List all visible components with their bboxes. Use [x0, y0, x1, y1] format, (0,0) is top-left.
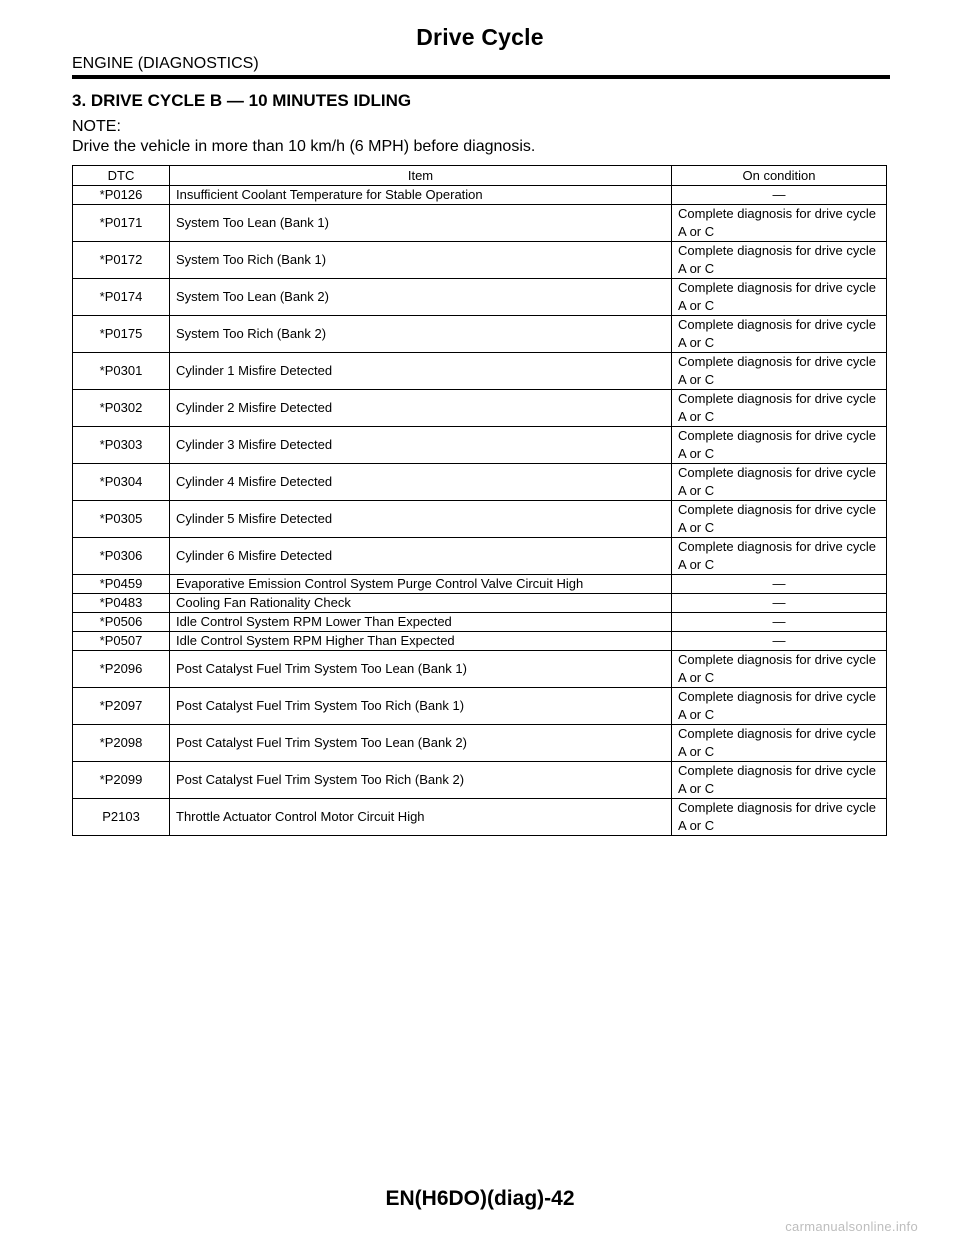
dtc-condition: Complete diagnosis for drive cycle A or C: [672, 279, 887, 316]
table-row: [73, 427, 887, 464]
dtc-item: Cooling Fan Rationality Check: [170, 594, 672, 613]
dtc-item: Idle Control System RPM Lower Than Expected: [170, 613, 672, 632]
table-row: [73, 613, 887, 632]
dtc-table: [72, 165, 887, 836]
table-row: [73, 501, 887, 538]
dtc-condition: —: [672, 575, 887, 594]
dtc-condition: Complete diagnosis for drive cycle A or C: [672, 390, 887, 427]
table-row: [73, 464, 887, 501]
note-text: Drive the vehicle in more than 10 km/h (6 MPH) before diagnosis.: [72, 138, 536, 155]
table-row: [73, 632, 887, 651]
dtc-code: *P0507: [73, 632, 170, 651]
dtc-item: Post Catalyst Fuel Trim System Too Rich (Bank 2): [170, 762, 672, 799]
dtc-item: Post Catalyst Fuel Trim System Too Lean (Bank 1): [170, 651, 672, 688]
dtc-condition: —: [672, 186, 887, 205]
table-row: [73, 390, 887, 427]
table-row: [73, 651, 887, 688]
dtc-item: System Too Lean (Bank 2): [170, 279, 672, 316]
table-row: [73, 575, 887, 594]
dtc-condition: —: [672, 594, 887, 613]
table-row: [73, 799, 887, 836]
dtc-code: *P0171: [73, 205, 170, 242]
dtc-condition: Complete diagnosis for drive cycle A or C: [672, 501, 887, 538]
dtc-condition: Complete diagnosis for drive cycle A or C: [672, 651, 887, 688]
page-title: Drive Cycle: [416, 24, 544, 50]
dtc-condition: Complete diagnosis for drive cycle A or C: [672, 353, 887, 390]
dtc-code: *P2097: [73, 688, 170, 725]
dtc-condition: Complete diagnosis for drive cycle A or C: [672, 205, 887, 242]
dtc-item: Evaporative Emission Control System Purge Control Valve Circuit High: [170, 575, 672, 594]
dtc-code: *P0126: [73, 186, 170, 205]
table-row: [73, 353, 887, 390]
dtc-code: *P0304: [73, 464, 170, 501]
table-row: [73, 762, 887, 799]
dtc-code: *P2096: [73, 651, 170, 688]
dtc-code: *P0459: [73, 575, 170, 594]
dtc-condition: Complete diagnosis for drive cycle A or C: [672, 242, 887, 279]
dtc-condition: —: [672, 613, 887, 632]
section-header: ENGINE (DIAGNOSTICS): [72, 55, 259, 72]
dtc-condition: Complete diagnosis for drive cycle A or C: [672, 762, 887, 799]
dtc-code: *P0483: [73, 594, 170, 613]
dtc-code: *P2099: [73, 762, 170, 799]
dtc-item: Throttle Actuator Control Motor Circuit High: [170, 799, 672, 836]
dtc-code: *P0172: [73, 242, 170, 279]
dtc-code: *P0302: [73, 390, 170, 427]
header-dtc: DTC: [73, 166, 170, 186]
dtc-code: *P2098: [73, 725, 170, 762]
dtc-item: System Too Rich (Bank 1): [170, 242, 672, 279]
dtc-code: *P0305: [73, 501, 170, 538]
dtc-code: *P0174: [73, 279, 170, 316]
dtc-item: Cylinder 2 Misfire Detected: [170, 390, 672, 427]
dtc-item: System Too Lean (Bank 1): [170, 205, 672, 242]
page-number: EN(H6DO)(diag)-42: [385, 1187, 575, 1210]
dtc-code: *P0303: [73, 427, 170, 464]
header-condition: On condition: [672, 166, 887, 186]
dtc-item: Cylinder 6 Misfire Detected: [170, 538, 672, 575]
table-row: [73, 205, 887, 242]
table-header-row: [73, 166, 887, 186]
table-row: [73, 186, 887, 205]
dtc-item: Idle Control System RPM Higher Than Expected: [170, 632, 672, 651]
section-heading: 3. DRIVE CYCLE B — 10 MINUTES IDLING: [72, 91, 412, 110]
table-row: [73, 242, 887, 279]
header-rule: [72, 75, 890, 79]
table-row: [73, 279, 887, 316]
dtc-code: *P0301: [73, 353, 170, 390]
dtc-item: System Too Rich (Bank 2): [170, 316, 672, 353]
dtc-item: Insufficient Coolant Temperature for Stable Operation: [170, 186, 672, 205]
dtc-condition: Complete diagnosis for drive cycle A or C: [672, 316, 887, 353]
dtc-item: Post Catalyst Fuel Trim System Too Rich (Bank 1): [170, 688, 672, 725]
dtc-condition: Complete diagnosis for drive cycle A or C: [672, 725, 887, 762]
dtc-condition: Complete diagnosis for drive cycle A or C: [672, 464, 887, 501]
dtc-condition: Complete diagnosis for drive cycle A or C: [672, 688, 887, 725]
dtc-condition: Complete diagnosis for drive cycle A or C: [672, 538, 887, 575]
dtc-item: Post Catalyst Fuel Trim System Too Lean (Bank 2): [170, 725, 672, 762]
table-row: [73, 594, 887, 613]
dtc-code: P2103: [73, 799, 170, 836]
table-row: [73, 538, 887, 575]
dtc-condition: —: [672, 632, 887, 651]
dtc-condition: Complete diagnosis for drive cycle A or C: [672, 427, 887, 464]
table-body: [73, 186, 887, 836]
dtc-code: *P0175: [73, 316, 170, 353]
table-row: [73, 725, 887, 762]
dtc-code: *P0506: [73, 613, 170, 632]
table-row: [73, 688, 887, 725]
dtc-item: Cylinder 4 Misfire Detected: [170, 464, 672, 501]
watermark: carmanualsonline.info: [785, 1219, 918, 1234]
dtc-item: Cylinder 1 Misfire Detected: [170, 353, 672, 390]
dtc-item: Cylinder 5 Misfire Detected: [170, 501, 672, 538]
header-item: Item: [170, 166, 672, 186]
dtc-item: Cylinder 3 Misfire Detected: [170, 427, 672, 464]
dtc-code: *P0306: [73, 538, 170, 575]
dtc-condition: Complete diagnosis for drive cycle A or C: [672, 799, 887, 836]
note-label: NOTE:: [72, 118, 121, 135]
table-row: [73, 316, 887, 353]
